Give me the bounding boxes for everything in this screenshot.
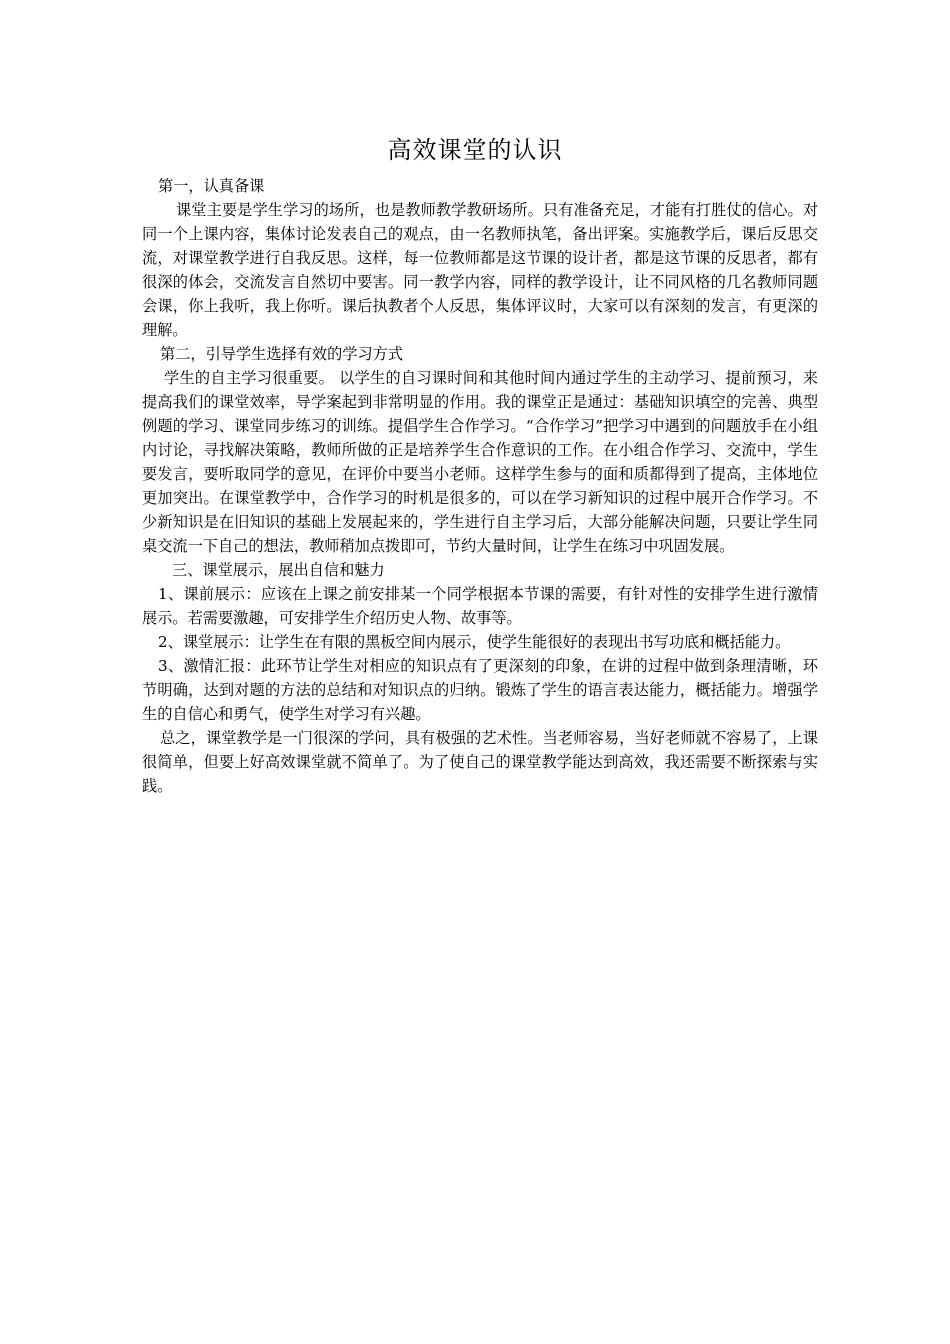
document-body <box>142 174 818 798</box>
document-title: 高效课堂的认识 <box>387 136 563 164</box>
list-item: 1、课前展示：应该在上课之前安排某一个同学根据本节课的需要，有针对性的安排学生进行激情展示。若需要激趣，可安排学生介绍历史人物、故事等。 <box>142 585 818 627</box>
section-paragraph-1: 课堂主要是学生学习的场所，也是教师教学教研场所。只有准备充足，才能有打胜仗的信心。对同一个上课内容，集体讨论发表自己的观点，由一名教师执笔，备出评案。实施教学后，课后反思交流，对课堂教学进行自我反思。这样，每一位教师都是这节课的设计者，都是这节课的反思者，都有很深的体会，交流发言自然切中要害。同一教学内容，同样的教学设计，让不同风格的几名教师同题会课，你上我听，我上你听。课后执教者个人反思，集体评议时，大家可以有深刻的发言，有更深的理解。 <box>142 201 818 339</box>
section-paragraph-2: 学生的自主学习很重要。 以学生的自习课时间和其他时间内通过学生的主动学习、提前预习，来提高我们的课堂效率，导学案起到非常明显的作用。我的课堂正是通过：基础知识填空的完善、典型例题的学习、课堂同步练习的训练。提倡学生合作学习。“合作学习”把学习中遇到的问题放手在小组内讨论，寻找解决策略，教师所做的正是培养学生合作意识的工作。在小组合作学习、交流中，学生要发言，要听取同学的意见，在评价中要当小老师。这样学生参与的面和质都得到了提高，主体地位更加突出。在课堂教学中，合作学习的时机是很多的，可以在学习新知识的过程中展开合作学习。不少新知识是在旧知识的基础上发展起来的，学生进行自主学习后，大部分能解决问题，只要让学生同桌交流一下自己的想法，教师稍加点拨即可，节约大量时间，让学生在练习中巩固发展。 <box>142 369 818 555</box>
section-heading-1: 第一，认真备课 <box>158 177 265 195</box>
summary-paragraph: 总之，课堂教学是一门很深的学问，具有极强的艺术性。当老师容易，当好老师就不容易了，上课很简单，但要上好高效课堂就不简单了。为了使自己的课堂教学能达到高效，我还需要不断探索与实践。 <box>142 729 818 795</box>
list-item: 2、课堂展示：让学生在有限的黑板空间内展示，使学生能很好的表现出书写功底和概括能力。 <box>158 633 791 651</box>
section-heading-2: 第二，引导学生选择有效的学习方式 <box>160 345 403 363</box>
list-item: 3、激情汇报：此环节让学生对相应的知识点有了更深刻的印象，在讲的过程中做到条理清晰，环节明确，达到对题的方法的总结和对知识点的归纳。锻炼了学生的语言表达能力，概括能力。增强学生的自信心和勇气，使学生对学习有兴趣。 <box>142 657 818 723</box>
section-heading-3: 三、课堂展示，展出自信和魅力 <box>172 561 385 579</box>
